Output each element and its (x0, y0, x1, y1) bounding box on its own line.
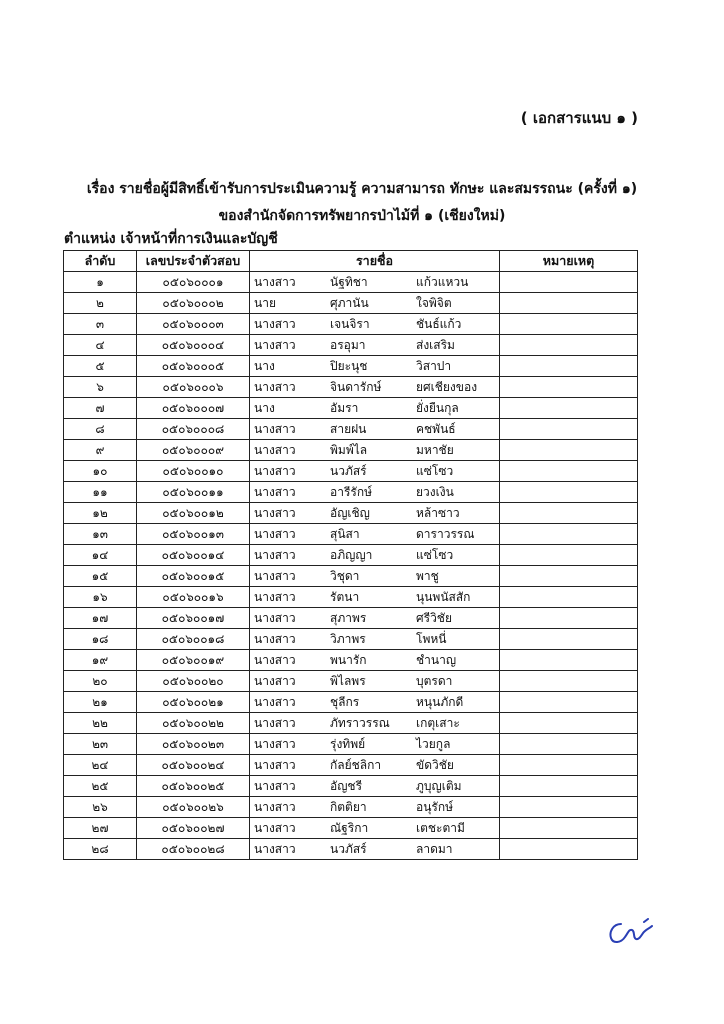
name-prefix: นางสาว (254, 673, 296, 688)
exam-id: ๐๕๐๖๐๐๐๔ (137, 335, 250, 356)
name-prefix: นางสาว (254, 841, 296, 856)
remark (500, 797, 638, 818)
table-row (64, 776, 638, 797)
first-name: กิตติยา (330, 799, 367, 814)
remark (500, 335, 638, 356)
remark (500, 692, 638, 713)
signature-mark (607, 918, 655, 948)
first-name: อัมรา (330, 400, 359, 415)
last-name: อนุรักษ์ (416, 799, 454, 814)
last-name: ชันธ์แก้ว (416, 316, 462, 331)
row-number: ๒๓ (64, 734, 137, 755)
candidate-name (250, 797, 500, 818)
name-prefix: นางสาว (254, 757, 296, 772)
candidate-table (63, 250, 638, 860)
exam-id: ๐๕๐๖๐๐๒๑ (137, 692, 250, 713)
row-number: ๑๔ (64, 545, 137, 566)
remark (500, 755, 638, 776)
exam-id: ๐๕๐๖๐๐๑๑ (137, 482, 250, 503)
table-row (64, 755, 638, 776)
exam-id: ๐๕๐๖๐๐๑๒ (137, 503, 250, 524)
table-row (64, 398, 638, 419)
last-name: หนุนภักดี (416, 694, 464, 709)
candidate-name (250, 377, 500, 398)
remark (500, 461, 638, 482)
last-name: คชพันธ์ (416, 421, 456, 436)
row-number: ๑๗ (64, 608, 137, 629)
first-name: อัญชรี (330, 778, 363, 793)
remark (500, 776, 638, 797)
name-prefix: นางสาว (254, 274, 296, 289)
row-number: ๒๘ (64, 839, 137, 860)
last-name: ลาดมา (416, 841, 453, 856)
name-prefix: นาง (254, 400, 275, 415)
row-number: ๑๘ (64, 629, 137, 650)
last-name: มหาชัย (416, 442, 454, 457)
table-row (64, 629, 638, 650)
exam-id: ๐๕๐๖๐๐๐๙ (137, 440, 250, 461)
row-number: ๑๓ (64, 524, 137, 545)
last-name: ไวยกูล (416, 736, 451, 751)
title-line-2: ของสำนักจัดการทรัพยากรป่าไม้ที่ ๑ (เชียงใหม่) (218, 208, 506, 224)
first-name: นวภัสร์ (330, 463, 367, 478)
table-row (64, 482, 638, 503)
row-number: ๑๙ (64, 650, 137, 671)
exam-id: ๐๕๐๖๐๐๑๗ (137, 608, 250, 629)
table-row (64, 650, 638, 671)
remark (500, 734, 638, 755)
candidate-name (250, 713, 500, 734)
exam-id: ๐๕๐๖๐๐๐๖ (137, 377, 250, 398)
candidate-name (250, 293, 500, 314)
table-row (64, 272, 638, 293)
exam-id: ๐๕๐๖๐๐๒๖ (137, 797, 250, 818)
candidate-name (250, 755, 500, 776)
candidate-name (250, 398, 500, 419)
candidate-name (250, 335, 500, 356)
first-name: รุ่งทิพย์ (330, 736, 366, 751)
first-name: อภิญญา (330, 547, 373, 562)
last-name: ชำนาญ (416, 652, 457, 667)
last-name: ดาราวรรณ (416, 526, 475, 541)
row-number: ๑๒ (64, 503, 137, 524)
row-number: ๑ (64, 272, 137, 293)
candidate-name (250, 440, 500, 461)
candidate-name (250, 734, 500, 755)
first-name: ศุภานัน (330, 295, 369, 310)
document-title (0, 176, 724, 230)
row-number: ๗ (64, 398, 137, 419)
row-number: ๙ (64, 440, 137, 461)
candidate-name (250, 524, 500, 545)
table-row (64, 440, 638, 461)
remark (500, 377, 638, 398)
first-name: สุภาพร (330, 610, 367, 625)
name-prefix: นางสาว (254, 442, 296, 457)
name-prefix: นางสาว (254, 736, 296, 751)
exam-id: ๐๕๐๖๐๐๒๔ (137, 755, 250, 776)
name-prefix: นางสาว (254, 568, 296, 583)
first-name: ณัฐริกา (330, 820, 369, 835)
exam-id: ๐๕๐๖๐๐๑๘ (137, 629, 250, 650)
first-name: วิภาพร (330, 631, 366, 646)
exam-id: ๐๕๐๖๐๐๑๔ (137, 545, 250, 566)
remark (500, 293, 638, 314)
table-row (64, 356, 638, 377)
remark (500, 272, 638, 293)
last-name: ยศเชียงของ (416, 379, 478, 394)
exam-id: ๐๕๐๖๐๐๐๗ (137, 398, 250, 419)
last-name: แก้วแหวน (416, 274, 469, 289)
table-row (64, 734, 638, 755)
row-number: ๖ (64, 377, 137, 398)
row-number: ๒๒ (64, 713, 137, 734)
row-number: ๒๕ (64, 776, 137, 797)
row-number: ๕ (64, 356, 137, 377)
first-name: อัญเชิญ (330, 505, 370, 520)
name-prefix: นางสาว (254, 631, 296, 646)
first-name: นวภัสร์ (330, 841, 367, 856)
name-prefix: นางสาว (254, 484, 296, 499)
table-row (64, 839, 638, 860)
first-name: สุนิสา (330, 526, 360, 541)
candidate-name (250, 671, 500, 692)
table-row (64, 461, 638, 482)
last-name: พาชู (416, 568, 439, 583)
remark (500, 629, 638, 650)
last-name: แซ่โซว (416, 463, 454, 478)
remark (500, 440, 638, 461)
table-row (64, 692, 638, 713)
exam-id: ๐๕๐๖๐๐๐๕ (137, 356, 250, 377)
candidate-name (250, 461, 500, 482)
remark (500, 419, 638, 440)
remark (500, 608, 638, 629)
name-prefix: นางสาว (254, 547, 296, 562)
exam-id: ๐๕๐๖๐๐๑๖ (137, 587, 250, 608)
table-row (64, 335, 638, 356)
header-name: รายชื่อ (250, 251, 500, 272)
header-no: ลำดับ (64, 251, 137, 272)
last-name: ใจพิจิต (416, 295, 452, 310)
candidate-name (250, 272, 500, 293)
exam-id: ๐๕๐๖๐๐๑๐ (137, 461, 250, 482)
first-name: สายฝน (330, 421, 367, 436)
last-name: หล้าซาว (416, 505, 460, 520)
candidate-name (250, 566, 500, 587)
name-prefix: นางสาว (254, 316, 296, 331)
exam-id: ๐๕๐๖๐๐๐๑ (137, 272, 250, 293)
name-prefix: นางสาว (254, 421, 296, 436)
last-name: ขัดวิชัย (416, 757, 454, 772)
last-name: ยวงเงิน (416, 484, 454, 499)
name-prefix: นาง (254, 358, 275, 373)
exam-id: ๐๕๐๖๐๐๒๐ (137, 671, 250, 692)
table-row (64, 797, 638, 818)
last-name: ศรีวิชัย (416, 610, 452, 625)
first-name: ภัทราวรรณ (330, 715, 390, 730)
exam-id: ๐๕๐๖๐๐๒๕ (137, 776, 250, 797)
exam-id: ๐๕๐๖๐๐๑๕ (137, 566, 250, 587)
table-row (64, 293, 638, 314)
first-name: พนารัก (330, 652, 367, 667)
table-header-row (64, 251, 638, 272)
candidate-name (250, 692, 500, 713)
remark (500, 398, 638, 419)
last-name: แซ่โซว (416, 547, 454, 562)
candidate-name (250, 608, 500, 629)
row-number: ๒ (64, 293, 137, 314)
row-number: ๑๐ (64, 461, 137, 482)
header-remark: หมายเหตุ (500, 251, 638, 272)
remark (500, 545, 638, 566)
candidate-name (250, 503, 500, 524)
candidate-name (250, 650, 500, 671)
first-name: ชุลีกร (330, 694, 360, 709)
first-name: เจนจิรา (330, 316, 370, 331)
table-row (64, 545, 638, 566)
first-name: จินดารักษ์ (330, 379, 382, 394)
remark (500, 482, 638, 503)
row-number: ๘ (64, 419, 137, 440)
exam-id: ๐๕๐๖๐๐๒๘ (137, 839, 250, 860)
name-prefix: นาย (254, 295, 276, 310)
row-number: ๒๗ (64, 818, 137, 839)
candidate-name (250, 419, 500, 440)
exam-id: ๐๕๐๖๐๐๑๓ (137, 524, 250, 545)
name-prefix: นางสาว (254, 652, 296, 667)
row-number: ๒๖ (64, 797, 137, 818)
name-prefix: นางสาว (254, 610, 296, 625)
table-row (64, 713, 638, 734)
candidate-name (250, 314, 500, 335)
candidate-name (250, 545, 500, 566)
row-number: ๒๔ (64, 755, 137, 776)
name-prefix: นางสาว (254, 715, 296, 730)
first-name: วิชุดา (330, 568, 360, 583)
remark (500, 818, 638, 839)
remark (500, 671, 638, 692)
first-name: นัฐทิชา (330, 274, 368, 289)
name-prefix: นางสาว (254, 694, 296, 709)
remark (500, 839, 638, 860)
remark (500, 314, 638, 335)
exam-id: ๐๕๐๖๐๐๒๗ (137, 818, 250, 839)
row-number: ๓ (64, 314, 137, 335)
last-name: เตชะตามี (416, 820, 465, 835)
row-number: ๒๑ (64, 692, 137, 713)
last-name: ภูบุญเติม (416, 778, 462, 793)
remark (500, 503, 638, 524)
table-row (64, 608, 638, 629)
table-row (64, 671, 638, 692)
title-line-1: เรื่อง รายชื่อผู้มีสิทธิ์เข้ารับการประเมินความรู้ ความสามารถ ทักษะ และสมรรถนะ (ครั้งที่ ๑) (86, 181, 638, 197)
table-body (64, 272, 638, 860)
exam-id: ๐๕๐๖๐๐๐๘ (137, 419, 250, 440)
exam-id: ๐๕๐๖๐๐๒๒ (137, 713, 250, 734)
row-number: ๔ (64, 335, 137, 356)
last-name: นุนพนัสสัก (416, 589, 471, 604)
table-row (64, 503, 638, 524)
position-label: ตำแหน่ง เจ้าหน้าที่การเงินและบัญชี (64, 231, 278, 247)
name-prefix: นางสาว (254, 526, 296, 541)
first-name: พิมพ์ไล (330, 442, 368, 457)
name-prefix: นางสาว (254, 778, 296, 793)
name-prefix: นางสาว (254, 463, 296, 478)
row-number: ๒๐ (64, 671, 137, 692)
first-name: กัลย์ชลิกา (330, 757, 382, 772)
name-prefix: นางสาว (254, 505, 296, 520)
table-row (64, 377, 638, 398)
name-prefix: นางสาว (254, 820, 296, 835)
last-name: วิสาปา (416, 358, 452, 373)
remark (500, 566, 638, 587)
first-name: อารีรักษ์ (330, 484, 373, 499)
name-prefix: นางสาว (254, 589, 296, 604)
annex-label: ( เอกสารแนบ ๑ ) (520, 109, 638, 127)
first-name: พิไลพร (330, 673, 366, 688)
candidate-name (250, 776, 500, 797)
name-prefix: นางสาว (254, 799, 296, 814)
table-row (64, 419, 638, 440)
remark (500, 713, 638, 734)
candidate-name (250, 356, 500, 377)
remark (500, 587, 638, 608)
table-row (64, 587, 638, 608)
table-row (64, 818, 638, 839)
remark (500, 524, 638, 545)
last-name: เกตุเสาะ (416, 715, 460, 730)
exam-id: ๐๕๐๖๐๐๑๙ (137, 650, 250, 671)
exam-id: ๐๕๐๖๐๐๐๓ (137, 314, 250, 335)
table-row (64, 524, 638, 545)
header-exam-id: เลขประจำตัวสอบ (137, 251, 250, 272)
exam-id: ๐๕๐๖๐๐๒๓ (137, 734, 250, 755)
name-prefix: นางสาว (254, 379, 296, 394)
table-row (64, 566, 638, 587)
last-name: ส่งเสริม (416, 337, 455, 352)
candidate-name (250, 818, 500, 839)
last-name: โพหนี่ (416, 631, 447, 646)
last-name: ยั่งยืนกุล (416, 400, 459, 415)
first-name: รัตนา (330, 589, 360, 604)
row-number: ๑๑ (64, 482, 137, 503)
exam-id: ๐๕๐๖๐๐๐๒ (137, 293, 250, 314)
name-prefix: นางสาว (254, 337, 296, 352)
last-name: บุตรดา (416, 673, 453, 688)
first-name: ปิยะนุช (330, 358, 368, 373)
table-row (64, 314, 638, 335)
remark (500, 356, 638, 377)
candidate-name (250, 629, 500, 650)
candidate-name (250, 839, 500, 860)
first-name: อรอุมา (330, 337, 366, 352)
row-number: ๑๕ (64, 566, 137, 587)
candidate-name (250, 587, 500, 608)
row-number: ๑๖ (64, 587, 137, 608)
remark (500, 650, 638, 671)
candidate-name (250, 482, 500, 503)
